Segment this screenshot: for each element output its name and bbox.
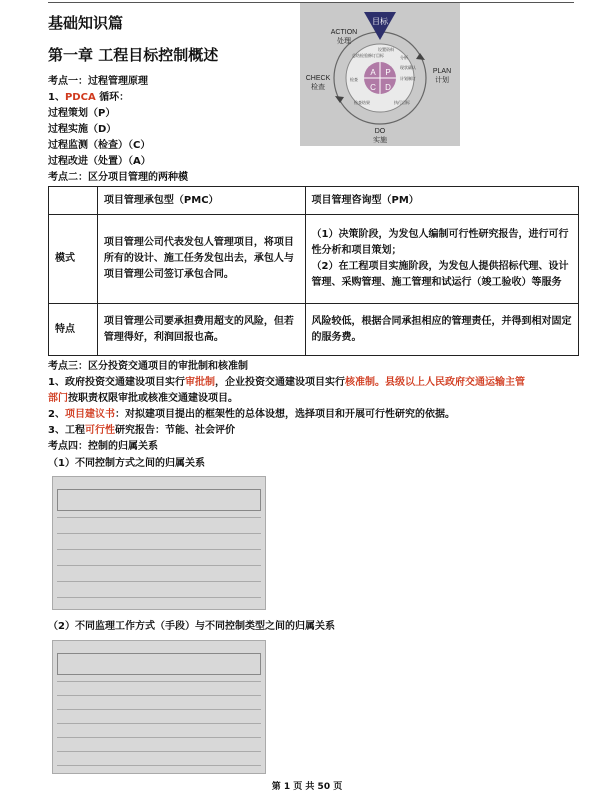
step-act: 过程改进（处置）（A） xyxy=(48,156,151,167)
feasibility-term: 可行性 xyxy=(84,425,115,436)
scan-header-block xyxy=(57,489,261,511)
page-footer: 第 1 页 共 50 页 xyxy=(271,782,343,792)
control-subheading-1: （1）不同控制方式之间的归属关系 xyxy=(48,458,205,469)
scan-row-line xyxy=(57,581,261,582)
approval-text: ，企业投资交通建设项目实行 xyxy=(214,377,345,388)
table-header-row xyxy=(49,187,579,215)
core-c-label: C xyxy=(370,83,376,92)
action-cn-label: 处理 xyxy=(337,37,351,45)
supervision-relation-scan xyxy=(52,640,266,774)
scan-row-line xyxy=(57,695,261,696)
proposal-line xyxy=(48,407,455,422)
table-header-pm: 项目管理咨询型（PM） xyxy=(305,187,578,215)
point2-heading: 考点二：区分项目管理的两种模 xyxy=(48,172,188,183)
step-check: 过程监测（检查）（C） xyxy=(48,140,151,151)
approval-text: 按职责权限审批或核准交通建设项目。 xyxy=(68,393,238,404)
scan-header-block xyxy=(57,653,261,675)
plan-en-label: PLAN xyxy=(432,68,452,75)
proposal-number: 2、 xyxy=(48,409,65,420)
table-corner-cell xyxy=(49,187,98,215)
inner-label: 计划制订 xyxy=(400,76,416,81)
scan-row-line xyxy=(57,533,261,534)
inner-label: 检查 xyxy=(350,77,358,82)
table-row xyxy=(49,215,579,304)
do-en-label: DO xyxy=(374,128,386,135)
inner-label: 设置资料 xyxy=(378,47,394,52)
pdca-arrow-icon xyxy=(335,96,344,103)
pdca-term: PDCA xyxy=(64,92,96,103)
inner-label: 总结检验修订目标 xyxy=(352,53,384,58)
plan-cn-label: 计划 xyxy=(435,76,449,84)
scan-row-line xyxy=(57,723,261,724)
chapter-title: 第一章 工程目标控制概述 xyxy=(48,46,219,64)
pdca-suffix: 循环： xyxy=(95,92,130,103)
scan-row-line xyxy=(57,737,261,738)
section-title: 基础知识篇 xyxy=(48,14,124,32)
scan-row-line xyxy=(57,549,261,550)
goal-label: 目标 xyxy=(372,17,388,26)
table-row xyxy=(49,304,579,356)
row-label-feature: 特点 xyxy=(49,304,98,356)
approval-term: 部门 xyxy=(48,393,68,404)
scan-row-line xyxy=(57,597,261,598)
approval-line-2 xyxy=(48,391,238,406)
approval-term: 审批制 xyxy=(184,377,215,388)
inner-label: 执行目标 xyxy=(394,100,410,105)
point1-heading: 考点一：过程管理原理 xyxy=(48,76,148,87)
scan-row-line xyxy=(57,751,261,752)
approval-text: 1、政府投资交通建设项目实行 xyxy=(48,377,185,388)
core-a-label: A xyxy=(370,68,376,77)
scan-row-line xyxy=(57,565,261,566)
scan-row-line xyxy=(57,709,261,710)
feasibility-text: 研究报告：节能、社会评价 xyxy=(114,425,235,436)
point3-heading: 考点三：区分投资交通项目的审批制和核准制 xyxy=(48,361,248,372)
inner-label: 现状确认 xyxy=(400,65,416,70)
inner-label: 检查结果 xyxy=(354,100,370,105)
pdca-line xyxy=(48,90,129,105)
row-label-mode: 模式 xyxy=(49,215,98,304)
approval-term: 核准制。县级以上人民政府交通运输主管 xyxy=(344,377,525,388)
step-do: 过程实施（D） xyxy=(48,124,117,135)
pdca-diagram-svg xyxy=(300,3,460,146)
control-subheading-2: （2）不同监理工作方式（手段）与不同控制类型之间的归属关系 xyxy=(48,621,335,632)
feasibility-text: 3、工程 xyxy=(48,425,85,436)
approval-line-1 xyxy=(48,375,525,390)
mode-pm-cell xyxy=(305,215,578,304)
core-d-label: D xyxy=(385,83,391,92)
pdca-arrow-icon xyxy=(416,53,425,60)
check-cn-label: 检查 xyxy=(311,83,325,91)
do-cn-label: 实施 xyxy=(373,136,387,144)
pm-models-table xyxy=(48,186,579,356)
mode-pmc-cell: 项目管理公司代表发包人管理项目，将项目所有的设计、施工任务发包出去，承包人与项目管理公司签订承包合同。 xyxy=(97,215,305,304)
feature-pmc-cell: 项目管理公司要承担费用超支的风险，但若管理得好，利润回报也高。 xyxy=(97,304,305,356)
feasibility-line xyxy=(48,423,235,438)
feature-pm-cell: 风险较低，根据合同承担相应的管理责任，并得到相对固定的服务费。 xyxy=(305,304,578,356)
proposal-term: 项目建议书 xyxy=(64,409,115,420)
inner-label: 分析 xyxy=(400,55,408,60)
pdca-prefix: 1、 xyxy=(48,92,65,103)
mode-pm-stage1: （1）决策阶段，为发包人编制可行性研究报告，进行可行性分析和项目策划； xyxy=(311,229,569,256)
mode-pm-stage2: （2）在工程项目实施阶段，为发包人提供招标代理、设计管理、采购管理、施工管理和试运行（竣工验收）等服务 xyxy=(311,261,569,288)
pdca-diagram xyxy=(300,3,460,146)
scan-row-line xyxy=(57,681,261,682)
check-en-label: CHECK xyxy=(305,75,331,82)
scan-row-line xyxy=(57,517,261,518)
point4-heading: 考点四：控制的归属关系 xyxy=(48,441,158,452)
proposal-text: ：对拟建项目提出的框架性的总体设想，选择项目和开展可行性研究的依据。 xyxy=(114,409,455,420)
action-en-label: ACTION xyxy=(330,29,358,36)
control-relation-scan xyxy=(52,476,266,610)
scan-row-line xyxy=(57,765,261,766)
table-header-pmc: 项目管理承包型（PMC） xyxy=(97,187,305,215)
core-p-label: P xyxy=(385,68,391,77)
step-plan: 过程策划（P） xyxy=(48,108,116,119)
